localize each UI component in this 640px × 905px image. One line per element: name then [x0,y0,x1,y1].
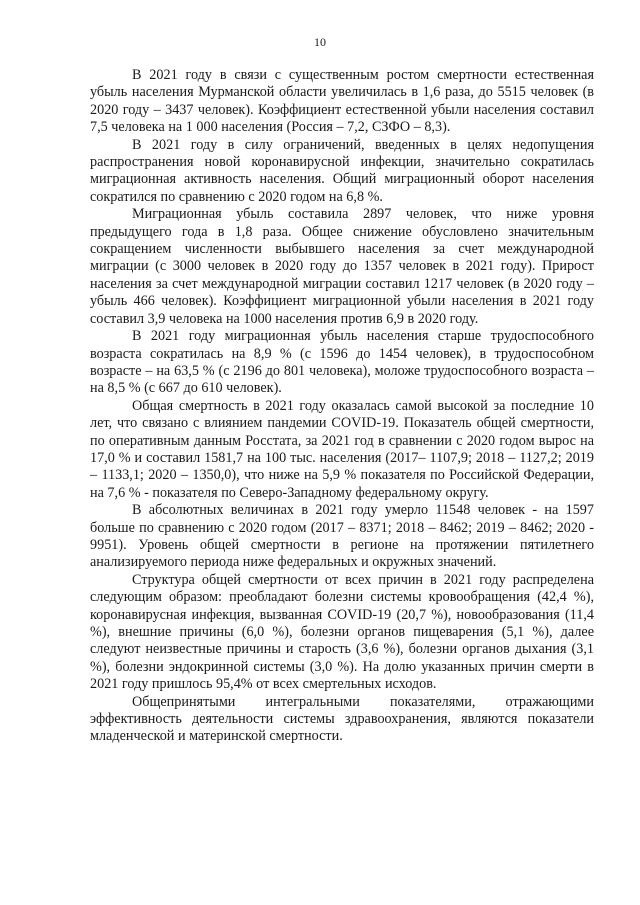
body-text [90,67,594,746]
paragraph-integral-indicators: Общепринятыми интегральными показателями, отражающими эффективность деятельности системы здравоохранения, являются показатели младенческой и материнской смертности. [90,693,594,745]
paragraph-natural-decline: В 2021 году в связи с существенным ростом смертности естественная убыль населения Мурманской области увеличилась в 1,6 раза, до 5515 человек (в 2020 году – 3437 человек). Коэффициент естественной убыли населения составил 7,5 человека на 1 000 населения (Россия – 7,2, СЗФО – 8,3). [90,67,594,136]
paragraph-migration-activity: В 2021 году в силу ограничений, введенных в целях недопущения распространения новой коронавирусной инфекции, значительно сократилась миграционная активность населения. Общий миграционный оборот населения сократился по сравнению с 2020 годом на 6,8 %. [90,136,594,205]
page-number: 10 [314,35,326,49]
paragraph-general-mortality: Общая смертность в 2021 году оказалась самой высокой за последние 10 лет, что связано с влиянием пандемии COVID-19. Показатель общей смертности, по оперативным данным Росстата, за 2021 год в сравнении с 2020 годом вырос на 17,0 % и составил 1581,7 на 100 тыс. населения (2017– 1107,9; 2018 – 1127,2; 2019 – 1133,1; 2020 – 1350,0), что ниже на 5,9 % показателя по Российской Федерации, на 7,6 % - показателя по Северо-Западному федеральному округу. [90,397,594,501]
paragraph-mortality-structure: Структура общей смертности от всех причин в 2021 году распределена следующим образом: преобладают болезни системы кровообращения (42,4 %), коронавирусная инфекция, вызванная COVID-19 (20,7 %), новообразования (11,4 %), внешние причины (6,0 %), болезни органов пищеварения (5,1 %), далее следуют неизвестные причины и старость (3,6 %), болезни органов дыхания (3,1 %), болезни эндокринной системы (3,0 %). На долю указанных причин смерти в 2021 году пришлось 95,4% от всех смертельных исходов. [90,571,594,693]
paragraph-migration-by-age: В 2021 году миграционная убыль населения старше трудоспособного возраста сократилась на 8,9 % (с 1596 до 1454 человек), в трудоспособном возрасте – на 63,5 % (с 2196 до 801 человека), моложе трудоспособного возраста – на 8,5 % (с 667 до 610 человек). [90,328,594,397]
paragraph-absolute-deaths: В абсолютных величинах в 2021 году умерло 11548 человек - на 1597 больше по сравнению с 2020 годом (2017 – 8371; 2018 – 8462; 2019 – 8462; 2020 - 9951). Уровень общей смертности в регионе на протяжении пятилетнего анализируемого периода ниже федеральных и окружных значений. [90,502,594,571]
paragraph-migration-decline: Миграционная убыль составила 2897 человек, что ниже уровня предыдущего года в 1,8 раза. Общее снижение обусловлено значительным сокращением численности выбывшего населения за счет международной миграции (с 3000 человек в 2020 году до 1357 человек в 2021 году). Прирост населения за счет международной миграции составил 1217 человек (в 2020 году – убыль 466 человек). Коэффициент миграционной убыли населения в 2021 году составил 3,9 человека на 1000 населения против 6,9 в 2020 году. [90,206,594,327]
